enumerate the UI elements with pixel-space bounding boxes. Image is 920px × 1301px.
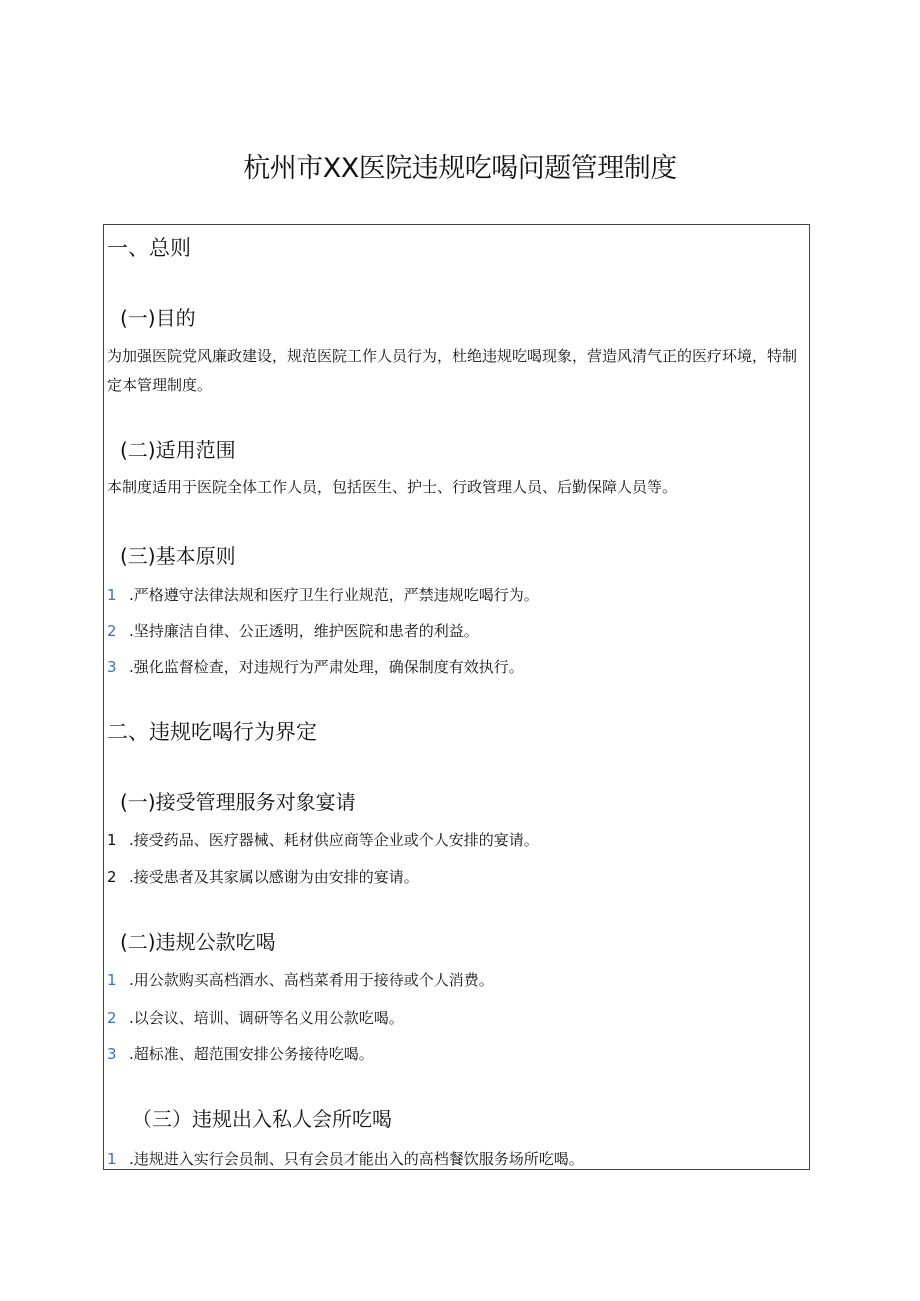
item-text: .以会议、培训、调研等名义用公款吃喝。 [129,1009,404,1027]
list-item [107,866,419,887]
section-heading-violations: 二、违规吃喝行为界定 [107,720,317,744]
paragraph-scope: 本制度适用于医院全体工作人员，包括医生、护士、行政管理人员、后勤保障人员等。 [107,478,678,496]
list-item [107,1043,374,1064]
section-heading-general: 一、总则 [107,236,191,260]
item-text: .超标准、超范围安排公务接待吃喝。 [129,1045,374,1063]
subheading-scope: (二)适用范围 [120,438,236,462]
item-number: 2 [107,868,117,886]
item-number: 1 [107,971,117,989]
item-text: .接受患者及其家属以感谢为由安排的宴请。 [129,868,419,886]
list-item [107,656,524,677]
subheading-purpose: (一)目的 [120,306,196,330]
list-item [107,969,494,990]
item-text: .严格遵守法律法规和医疗卫生行业规范，严禁违规吃喝行为。 [129,586,539,604]
item-number: 1 [107,1150,117,1168]
item-text: .接受药品、医疗器械、耗材供应商等企业或个人安排的宴请。 [129,831,539,849]
subheading-banquets: (一)接受管理服务对象宴请 [120,790,356,814]
item-number: 1 [107,586,117,604]
document-title: 杭州市XX医院违规吃喝问题管理制度 [243,153,677,184]
item-text: .坚持廉洁自律、公正透明，维护医院和患者的利益。 [129,622,479,640]
item-text: .强化监督检查，对违规行为严肃处理，确保制度有效执行。 [129,658,524,676]
item-number: 1 [107,831,117,849]
item-number: 3 [107,658,117,676]
item-number: 2 [107,1009,117,1027]
paragraph-purpose: 为加强医院党风廉政建设，规范医院工作人员行为，杜绝违规吃喝现象，营造风清气正的医疗环境，特制定本管理制度。 [107,347,798,394]
list-item [107,1148,584,1169]
list-item [107,584,539,605]
item-text: .违规进入实行会员制、只有会员才能出入的高档餐饮服务场所吃喝。 [129,1150,584,1168]
list-item [107,620,479,641]
item-number: 3 [107,1045,117,1063]
list-item [107,829,539,850]
item-number: 2 [107,622,117,640]
subheading-principles: (三)基本原则 [120,544,236,568]
subheading-public-funds: (二)违规公款吃喝 [120,930,276,954]
list-item [107,1007,404,1028]
subheading-private-clubs: （三）违规出入私人会所吃喝 [132,1107,392,1131]
item-text: .用公款购买高档酒水、高档菜肴用于接待或个人消费。 [129,971,494,989]
